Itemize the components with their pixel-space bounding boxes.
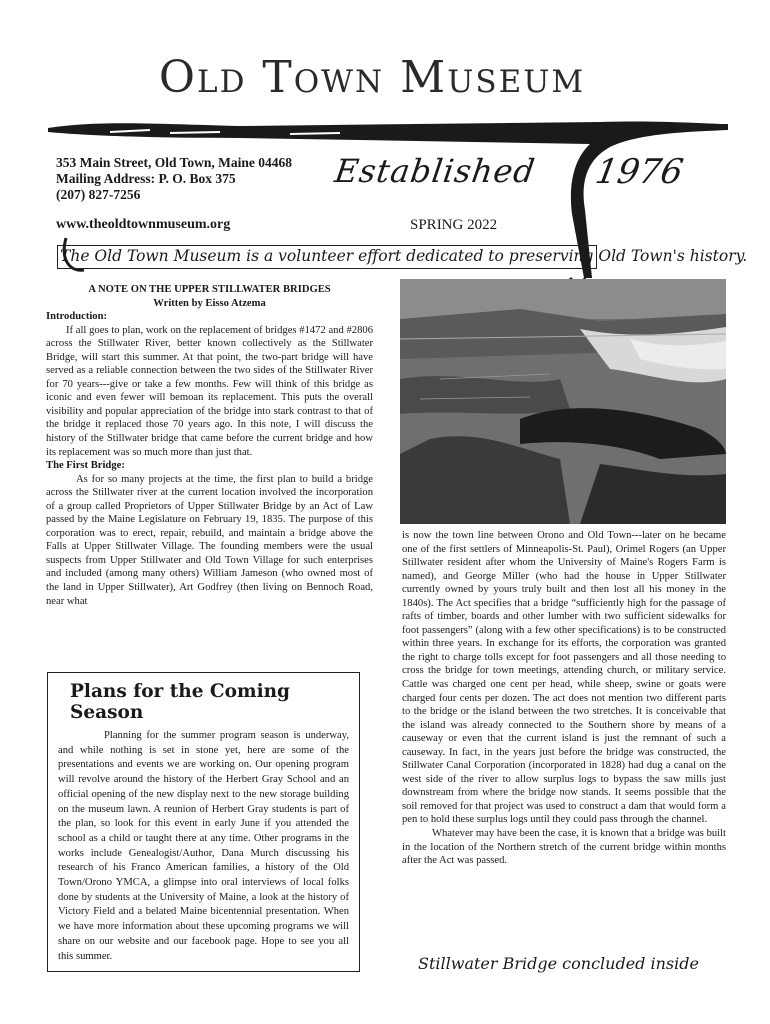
intro-heading: Introduction: bbox=[46, 311, 108, 323]
article-continuation: is now the town line between Orono and Old Town---later on he became one of the first settlers of Minneapolis-St. Paul), Orimel Rogers (an Upper Stillwater resident after whom the University of Maine's Rogers Farm is named), and George Miller (who had the house in Upper Stillwater currently owned by yours truly built and then lost all his money in the 1840s). The Act specifies that a bridge “sufficiently high for the passage of rafts of timber, boards and other lumber with two sufficient sidewalks for foot passengers” (along with a few other specifications) is to be constructed within three years. In exchange for its efforts, the corporation was granted the right to charge tolls except for foot passengers and all those needing to cross the bridge for town meetings, attending church, or military service. Cattle was charged one cent per head, while sheep, swine or goats were charged four cents per dozen. The act does not mention two different parts to the bridge or the island between the two stretches. It is conceivable that the island was already connected to the Southern shore by means of a causeway or even that the current island is just the remnant of such a causeway. In fact, in the years just before the bridge was constructed, the Stillwater Canal Corporation (incorporated in 1828) had dug a canal on the west side of the river to allow surplus logs to bypass the saw mills just downstream from where the bridge now stands. It seems possible that the soil removed for that project was used to construct a dam that would form a pen to hold these surplus logs until they could pass through the channel. bbox=[402, 530, 726, 826]
established-label: Established bbox=[332, 152, 538, 190]
first-bridge-paragraph: As for so many projects at the time, the first plan to build a bridge across the Stillwater river at the current location involved the incorporation of a group called Proprietors of Upper Stillwater Bridge by an Act of Law passed by the Maine Legislature on February 19, 1835. The purpose of this corporation was to erect, repair, rebuild, and maintain a bridge above the Falls at Upper Stillwater Village. The founding members were the usual suspects from Upper Stillwater and Old Town Village for such enterprises and included (among many others) William Jameson (who owned most of the land in Upper Stillwater), Art Godfrey (then living on Bennoch Road, near what bbox=[46, 473, 373, 607]
article-right-column bbox=[402, 529, 726, 868]
tagline: The Old Town Museum is a volunteer effort dedicated to preserving Old Town's history. bbox=[57, 245, 597, 269]
article-final-paragraph: Whatever may have been the case, it is known that a bridge was built in the location of the Northern stretch of the current bridge within months after the Act was passed. bbox=[402, 828, 726, 867]
plans-paragraph: Planning for the summer program season is underway, and while nothing is set in stone yet, here are some of the presentations and events we are working on. Our opening program will revolve around the history of the Herbert Gray School and an official opening of the new display next to the new storage building on the museum lawn. A reunion of Herbert Gray students is part of the plan, so look for this event in early June if you attended the school as a child or taught there at any time. Other programs in the works include Genealogist/Author, Dana Murch discussing his research of his Franco American families, a history of the Old Town/Orono YMCA, a glimpse into oral interviews of local folks done by students at the University of Maine, a look at the history of Victory Field and a belated Maine bicentennial presentation. When we have more information about these upcoming programs we will share on our website and our facebook page. Hope to see you all this summer. bbox=[58, 730, 349, 962]
mailing-address: Mailing Address: P. O. Box 375 bbox=[56, 171, 236, 186]
established-year: 1976 bbox=[592, 152, 687, 192]
street-address: 353 Main Street, Old Town, Maine 04468 bbox=[56, 155, 293, 170]
article-left-column bbox=[46, 283, 373, 608]
website-link[interactable]: www.theoldtownmuseum.org bbox=[56, 217, 231, 232]
plans-box bbox=[47, 672, 360, 972]
phone-number: (207) 827-7256 bbox=[56, 187, 141, 202]
continued-notice: Stillwater Bridge concluded inside bbox=[418, 954, 699, 973]
plans-body bbox=[58, 729, 349, 964]
intro-paragraph: If all goes to plan, work on the replacement of bridges #1472 and #2806 across the Stillwater River, better known collectively as the Stillwater Bridge, will start this summer. At that point, the two-part bridge will have served as a reliable connection between the two sides of the Stillwater River for 70 years---give or take a few months. Few will think of this bridge as iconic and even fewer will bemoan its replacement. This puts the overall visibility and popular appreciation of the bridge into stark contrast to that of the bridge it replaced those 70 years ago. In this note, I will discuss the history of the Stillwater bridge that came before the current bridge and how its replacement was so much more than just that. bbox=[46, 324, 373, 458]
newsletter-title-text: Old Town Museum bbox=[158, 52, 586, 103]
aerial-photo bbox=[400, 279, 726, 524]
article-byline: Written by Eisso Atzema bbox=[153, 297, 266, 309]
issue-label: SPRING 2022 bbox=[410, 217, 498, 233]
plans-title: Plans for the Coming Season bbox=[70, 681, 290, 723]
first-bridge-heading: The First Bridge: bbox=[46, 460, 125, 472]
address-block bbox=[56, 155, 292, 203]
article-title: A NOTE ON THE UPPER STILLWATER BRIDGES bbox=[88, 284, 331, 295]
newsletter-title bbox=[52, 44, 692, 114]
